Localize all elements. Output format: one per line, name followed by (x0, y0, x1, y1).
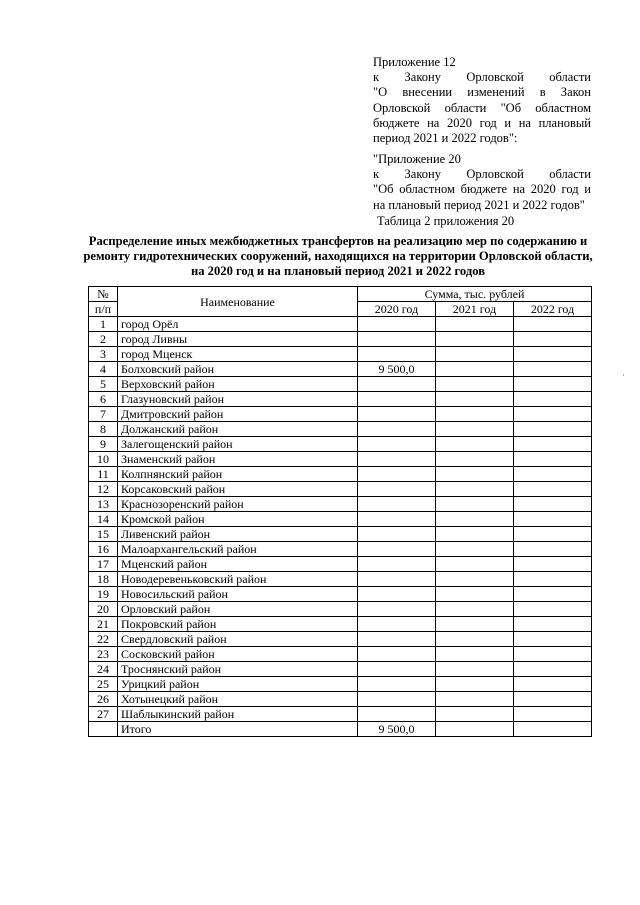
row-number: 20 (89, 602, 118, 617)
row-name: Шаблыкинский район (118, 707, 358, 722)
annex-12-header (373, 55, 591, 146)
row-value-2022 (514, 707, 592, 722)
margin-mark: · (622, 370, 625, 380)
row-name: Должанский район (118, 422, 358, 437)
row-value-2021 (436, 617, 514, 632)
row-value-2020 (358, 677, 436, 692)
row-value-2021 (436, 647, 514, 662)
row-value-2021 (436, 677, 514, 692)
row-name: Покровский район (118, 617, 358, 632)
table-row (89, 557, 592, 572)
annex-20-line: "Об областном бюджете на 2020 год и (373, 182, 591, 197)
row-value-2020 (358, 422, 436, 437)
row-value-2020 (358, 602, 436, 617)
row-number: 8 (89, 422, 118, 437)
row-name: Кромской район (118, 512, 358, 527)
col-year-2021: 2021 год (436, 302, 514, 317)
row-number: 3 (89, 347, 118, 362)
row-value-2021 (436, 692, 514, 707)
row-number: 25 (89, 677, 118, 692)
row-value-2022 (514, 497, 592, 512)
table-reference: Таблица 2 приложения 20 (377, 214, 515, 228)
row-number: 21 (89, 617, 118, 632)
row-name: Хотынецкий район (118, 692, 358, 707)
table-row (89, 452, 592, 467)
row-value-2020 (358, 647, 436, 662)
row-value-2022 (514, 587, 592, 602)
table-row (89, 602, 592, 617)
row-value-2020 (358, 707, 436, 722)
row-value-2021 (436, 587, 514, 602)
table-row (89, 572, 592, 587)
row-value-2021 (436, 572, 514, 587)
row-value-2020 (358, 692, 436, 707)
table-row (89, 527, 592, 542)
row-value-2021 (436, 377, 514, 392)
annex-20-label: "Приложение 20 (373, 152, 461, 166)
table-row (89, 362, 592, 377)
row-value-2020 (358, 392, 436, 407)
row-name: Новодеревеньковский район (118, 572, 358, 587)
row-name: Болховский район (118, 362, 358, 377)
row-number: 19 (89, 587, 118, 602)
row-value-2022 (514, 542, 592, 557)
table-row (89, 407, 592, 422)
total-row (89, 722, 592, 737)
row-value-2021 (436, 497, 514, 512)
table-row (89, 707, 592, 722)
row-value-2021 (436, 707, 514, 722)
row-value-2022 (514, 512, 592, 527)
table-row (89, 512, 592, 527)
annex-20-line: к Закону Орловской области (373, 167, 591, 182)
row-value-2020 (358, 347, 436, 362)
row-value-2022 (514, 392, 592, 407)
table-row (89, 587, 592, 602)
table-row (89, 347, 592, 362)
total-2022 (514, 722, 592, 737)
row-value-2020 (358, 317, 436, 332)
col-year-2022: 2022 год (514, 302, 592, 317)
row-value-2021 (436, 317, 514, 332)
row-value-2022 (514, 632, 592, 647)
table-row (89, 482, 592, 497)
row-value-2021 (436, 482, 514, 497)
row-value-2021 (436, 422, 514, 437)
row-number: 27 (89, 707, 118, 722)
row-number: 22 (89, 632, 118, 647)
row-number: 9 (89, 437, 118, 452)
row-value-2020 (358, 407, 436, 422)
table-row (89, 677, 592, 692)
row-value-2022 (514, 422, 592, 437)
row-value-2022 (514, 617, 592, 632)
row-name: Малоархангельский район (118, 542, 358, 557)
col-number-header: № (89, 287, 118, 302)
row-name: город Орёл (118, 317, 358, 332)
row-name: город Ливны (118, 332, 358, 347)
row-name: Верховский район (118, 377, 358, 392)
row-name: Свердловский район (118, 632, 358, 647)
row-name: Дмитровский район (118, 407, 358, 422)
row-value-2020 (358, 512, 436, 527)
annex-12-line: "О внесении изменений в Закон (373, 85, 591, 100)
row-value-2022 (514, 332, 592, 347)
row-value-2021 (436, 362, 514, 377)
annex-20-header (373, 152, 591, 213)
table-row (89, 647, 592, 662)
row-value-2021 (436, 437, 514, 452)
transfers-table (88, 286, 592, 737)
total-2020: 9 500,0 (358, 722, 436, 737)
row-value-2020 (358, 332, 436, 347)
row-number: 24 (89, 662, 118, 677)
table-row (89, 392, 592, 407)
row-name: Новосильский район (118, 587, 358, 602)
row-value-2022 (514, 662, 592, 677)
row-value-2022 (514, 437, 592, 452)
table-row (89, 437, 592, 452)
row-value-2022 (514, 482, 592, 497)
row-value-2020 (358, 617, 436, 632)
total-2021 (436, 722, 514, 737)
row-value-2020 (358, 437, 436, 452)
row-value-2020 (358, 467, 436, 482)
row-value-2022 (514, 317, 592, 332)
row-value-2021 (436, 527, 514, 542)
annex-12-line: Орловской области "Об областном (373, 100, 591, 115)
row-value-2022 (514, 557, 592, 572)
row-number: 14 (89, 512, 118, 527)
row-number: 13 (89, 497, 118, 512)
row-number: 18 (89, 572, 118, 587)
row-value-2022 (514, 362, 592, 377)
row-value-2020 (358, 377, 436, 392)
annex-20-line: на плановый период 2021 и 2022 годов" (373, 197, 585, 212)
row-value-2022 (514, 377, 592, 392)
row-number: 17 (89, 557, 118, 572)
row-number: 4 (89, 362, 118, 377)
row-name: Орловский район (118, 602, 358, 617)
row-value-2022 (514, 527, 592, 542)
row-number: 16 (89, 542, 118, 557)
row-value-2020 (358, 587, 436, 602)
row-number: 1 (89, 317, 118, 332)
row-value-2020 (358, 632, 436, 647)
row-number: 10 (89, 452, 118, 467)
row-value-2021 (436, 557, 514, 572)
row-value-2021 (436, 662, 514, 677)
row-value-2022 (514, 602, 592, 617)
row-value-2020 (358, 527, 436, 542)
row-value-2020 (358, 557, 436, 572)
col-year-2020: 2020 год (358, 302, 436, 317)
row-number: 12 (89, 482, 118, 497)
table-row (89, 422, 592, 437)
row-number: 15 (89, 527, 118, 542)
row-value-2021 (436, 392, 514, 407)
table-row (89, 317, 592, 332)
row-number: 6 (89, 392, 118, 407)
row-value-2022 (514, 677, 592, 692)
row-value-2022 (514, 347, 592, 362)
annex-12-label: Приложение 12 (373, 55, 456, 69)
table-row (89, 617, 592, 632)
annex-12-line: бюджете на 2020 год и на плановый (373, 115, 591, 130)
row-name: Сосковский район (118, 647, 358, 662)
row-value-2021 (436, 542, 514, 557)
row-value-2022 (514, 572, 592, 587)
row-value-2021 (436, 347, 514, 362)
table-row (89, 332, 592, 347)
row-value-2022 (514, 452, 592, 467)
row-value-2020 (358, 482, 436, 497)
table-row (89, 377, 592, 392)
document-title: Распределение иных межбюджетных трансфертов на реализацию мер по содержанию и ремонту гидротехнических сооружений, находящихся на территории Орловской области, на 2020 год и на плановый период 2021 и 2022 годов (83, 234, 593, 279)
row-number: 26 (89, 692, 118, 707)
col-sum-header: Сумма, тыс. рублей (358, 287, 592, 302)
total-label: Итого (118, 722, 358, 737)
row-name: город Мценск (118, 347, 358, 362)
row-number: 2 (89, 332, 118, 347)
row-number: 11 (89, 467, 118, 482)
table-row (89, 662, 592, 677)
row-value-2020 (358, 572, 436, 587)
row-value-2020 (358, 452, 436, 467)
row-value-2021 (436, 452, 514, 467)
table-row (89, 632, 592, 647)
row-number: 7 (89, 407, 118, 422)
row-name: Краснозоренский район (118, 497, 358, 512)
row-value-2022 (514, 647, 592, 662)
row-name: Урицкий район (118, 677, 358, 692)
row-name: Троснянский район (118, 662, 358, 677)
table-row (89, 497, 592, 512)
row-value-2020 (358, 542, 436, 557)
row-value-2021 (436, 632, 514, 647)
row-value-2020: 9 500,0 (358, 362, 436, 377)
row-name: Мценский район (118, 557, 358, 572)
annex-12-line: период 2021 и 2022 годов": (373, 131, 518, 146)
row-value-2021 (436, 512, 514, 527)
col-number-subheader: п/п (89, 302, 118, 317)
col-name-header: Наименование (118, 287, 358, 317)
row-value-2022 (514, 407, 592, 422)
table-row (89, 467, 592, 482)
row-value-2020 (358, 662, 436, 677)
row-value-2022 (514, 467, 592, 482)
row-name: Корсаковский район (118, 482, 358, 497)
row-name: Ливенский район (118, 527, 358, 542)
row-number: 5 (89, 377, 118, 392)
table-row (89, 542, 592, 557)
row-name: Глазуновский район (118, 392, 358, 407)
row-value-2020 (358, 497, 436, 512)
annex-12-line: к Закону Орловской области (373, 70, 591, 85)
table-row (89, 692, 592, 707)
row-value-2021 (436, 602, 514, 617)
row-value-2021 (436, 407, 514, 422)
row-number: 23 (89, 647, 118, 662)
row-value-2021 (436, 467, 514, 482)
row-value-2021 (436, 332, 514, 347)
row-value-2022 (514, 692, 592, 707)
row-name: Залегощенский район (118, 437, 358, 452)
total-number-cell (89, 722, 118, 737)
row-name: Колпнянский район (118, 467, 358, 482)
row-name: Знаменский район (118, 452, 358, 467)
